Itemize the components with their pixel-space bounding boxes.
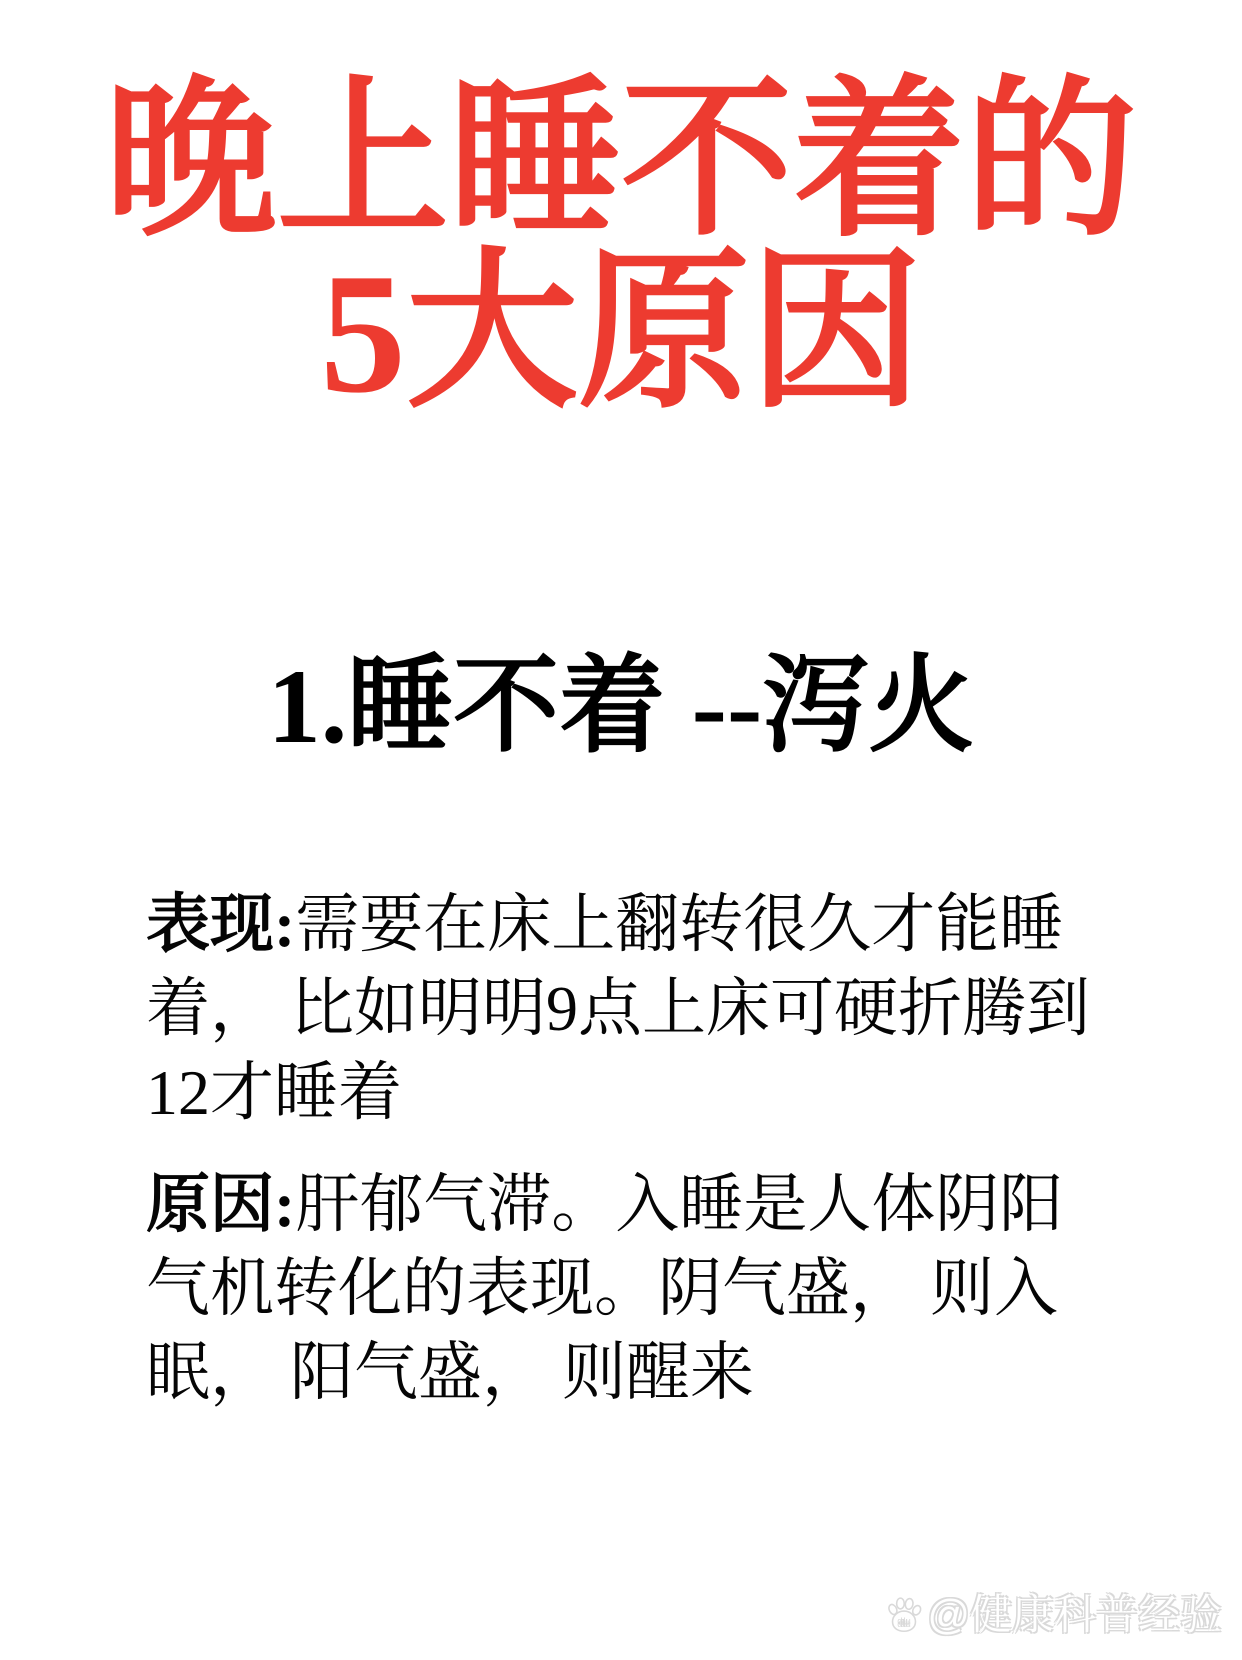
paragraph-symptoms [146,883,1108,1135]
paragraph-symptoms-label: 表现: [146,888,296,960]
paragraph-cause-text: 肝郁气滞。入睡是人体阴阳气机转化的表现。阴气盛， 则入眠， 阳气盛， 则醒来 [146,1168,1064,1408]
paragraph-symptoms-text: 需要在床上翻转很久才能睡着， 比如明明9点上床可硬折腾到12才睡着 [146,888,1090,1128]
paragraph-cause [146,1163,1108,1415]
baidu-paw-icon [885,1596,923,1634]
section-heading: 1.睡不着 --泻火 [267,648,975,765]
poster-title [0,0,1242,429]
svg-text:du: du [899,1617,910,1629]
paragraph-cause-label: 原因: [146,1168,296,1240]
watermark [885,1591,1222,1638]
body-text [146,883,1108,1415]
watermark-text: @健康科普经验 [927,1591,1222,1638]
poster-title-line-2: 5大原因 [320,239,922,429]
poster-title-line-1: 晚上睡不着的 [105,67,1137,257]
